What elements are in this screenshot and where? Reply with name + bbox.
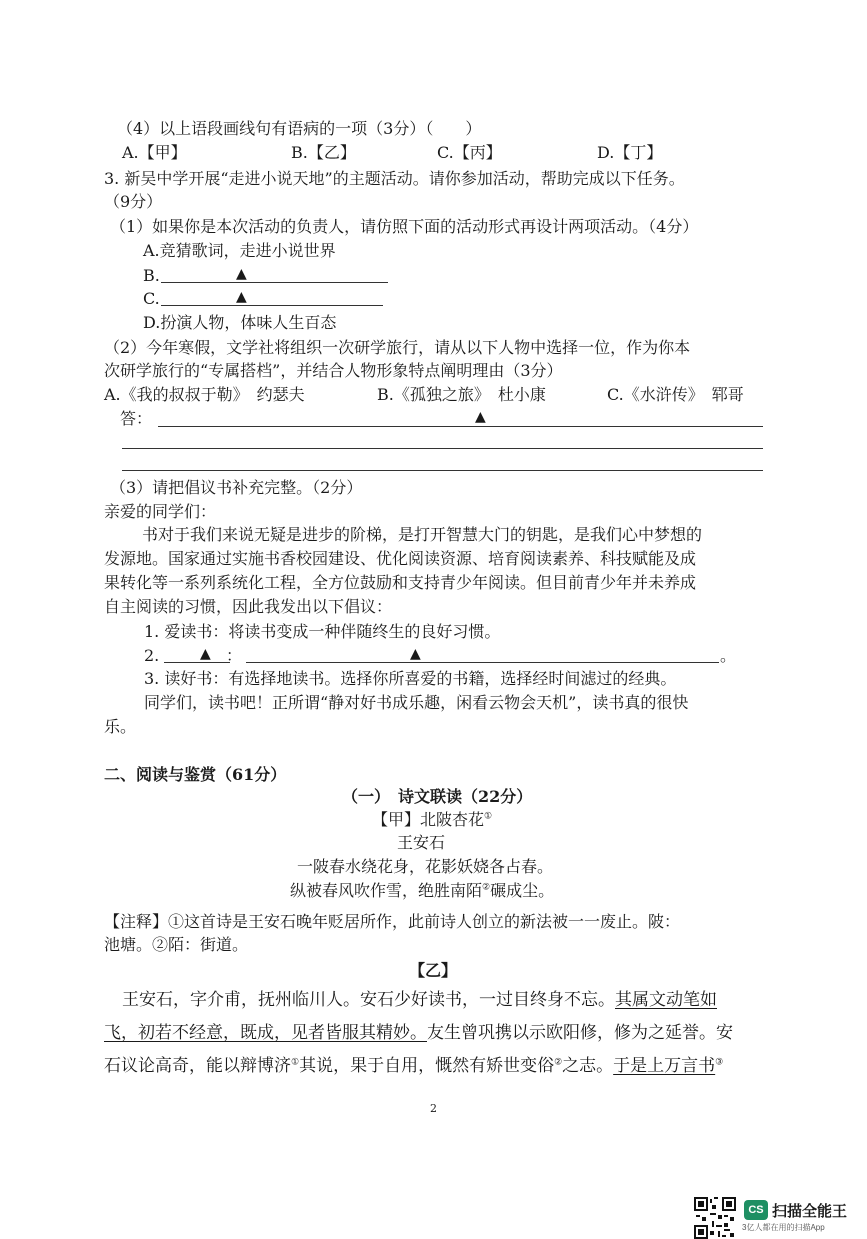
footnote-marker: ① xyxy=(291,1057,300,1068)
poem-line-1: 一陂春水绕花身，花影妖娆各占春。 xyxy=(297,857,554,876)
prose-plain-text: 石议论高奇，能以辩博济 xyxy=(104,1056,291,1076)
q4-option-a: A.【甲】 xyxy=(122,143,187,162)
answer-line[interactable] xyxy=(122,448,763,449)
poem-title xyxy=(372,810,492,830)
q3-3-stem: （3）请把倡议书补充完整。（2分） xyxy=(110,478,363,497)
poem-line-2 xyxy=(290,881,554,901)
answer-blank-mark: ▲ xyxy=(200,646,211,662)
answer-line[interactable] xyxy=(122,470,763,471)
q3-1-option-a: A.竞猜歌词，走进小说世界 xyxy=(143,241,336,260)
q3-2-stem-line1: （2）今年寒假，文学社将组织一次研学旅行，请从以下人物中选择一位，作为你本 xyxy=(104,338,691,357)
answer-blank-mark: ▲ xyxy=(475,409,486,425)
footnote-marker: ② xyxy=(554,1057,563,1068)
proposal-item-2-prefix: 2. xyxy=(144,646,160,665)
proposal-paragraph-line: 自主阅读的习惯，因此我发出以下倡议： xyxy=(104,597,393,616)
q3-2-stem-line2: 次研学旅行的“专属搭档”，并结合人物形象特点阐明理由（3分） xyxy=(104,361,563,380)
proposal-greeting: 亲爱的同学们： xyxy=(104,502,217,521)
prose-line-1 xyxy=(122,990,717,1010)
answer-blank-line[interactable] xyxy=(161,282,388,283)
prose-plain-text: 之志。 xyxy=(562,1056,614,1076)
proposal-paragraph-line: 发源地。国家通过实施书香校园建设、优化阅读资源、培育阅读素养、科技赋能及成 xyxy=(104,549,697,568)
section-heading: 二、阅读与鉴赏（61分） xyxy=(104,765,287,784)
prose-plain-text: 其说，果于自用，慨然有矫世变俗 xyxy=(299,1056,555,1076)
qr-code-icon xyxy=(694,1197,736,1239)
proposal-item-2-end: 。 xyxy=(720,646,737,665)
proposal-item-3: 3. 读好书：有选择地读书。选择你所喜爱的书籍，选择经时间滤过的经典。 xyxy=(144,669,677,688)
prose-underlined-text: 于是上万言书 xyxy=(613,1056,716,1076)
answer-blank-mark: ▲ xyxy=(236,266,247,282)
q3-2-option-a: A.《我的叔叔于勒》 约瑟夫 xyxy=(104,385,305,404)
annotation-line-2: 池塘。②陌：街道。 xyxy=(104,935,249,954)
q4-stem: （4）以上语段画线句有语病的一项（3分）（ ） xyxy=(117,119,482,138)
proposal-closing-line1: 同学们，读书吧！正所谓“静对好书成乐趣，闲看云物会天机”，读书真的很快 xyxy=(144,693,689,712)
poem-line-2-b: 碾成尘。 xyxy=(490,881,555,900)
prose-underlined-text: 其属文动笔如 xyxy=(615,990,717,1010)
q3-2-option-c: C.《水浒传》 郓哥 xyxy=(607,385,744,404)
q4-option-b: B.【乙】 xyxy=(291,143,356,162)
footnote-marker: ② xyxy=(482,882,491,893)
q3-1-option-d: D.扮演人物，体味人生百态 xyxy=(143,313,337,332)
q3-1-stem: （1）如果你是本次活动的负责人，请仿照下面的活动形式再设计两项活动。（4分） xyxy=(110,217,699,236)
answer-blank-mark: ▲ xyxy=(410,646,421,662)
prose-plain-text: 友生曾巩携以示欧阳修，修为之延誉。安 xyxy=(427,1023,733,1043)
prose-title: 【乙】 xyxy=(409,961,458,980)
q3-2-option-b: B.《孤独之旅》 杜小康 xyxy=(377,385,546,404)
poem-title-text: 【甲】北陂杏花 xyxy=(372,810,485,829)
q3-1-b-prefix: B. xyxy=(143,266,160,285)
footnote-marker: ③ xyxy=(715,1057,724,1068)
prose-line-2 xyxy=(104,1023,733,1043)
q3-2-answer-label: 答： xyxy=(120,409,153,428)
annotation-line-1: 【注释】①这首诗是王安石晚年贬居所作，此前诗人创立的新法被一一废止。陂： xyxy=(104,912,681,931)
proposal-item-1: 1. 爱读书：将读书变成一种伴随终生的良好习惯。 xyxy=(144,622,501,641)
answer-blank-line[interactable] xyxy=(164,662,230,663)
answer-blank-mark: ▲ xyxy=(236,289,247,305)
part-title: （一） 诗文联读（22分） xyxy=(342,787,533,806)
proposal-item-2-colon: ： xyxy=(226,646,243,665)
poem-author: 王安石 xyxy=(397,833,446,852)
answer-blank-line[interactable] xyxy=(161,305,383,306)
proposal-closing-line2: 乐。 xyxy=(104,717,137,736)
q3-1-c-prefix: C. xyxy=(143,289,160,308)
footnote-marker: ① xyxy=(484,811,493,822)
answer-line[interactable] xyxy=(158,426,763,427)
q3-stem-line1: 3. 新吴中学开展“走进小说天地”的主题活动。请你参加活动，帮助完成以下任务。 xyxy=(104,169,685,188)
app-name: 扫描全能王 xyxy=(772,1203,848,1220)
q4-option-d: D.【丁】 xyxy=(597,143,663,162)
proposal-paragraph-line: 果转化等一系列系统化工程，全方位鼓励和支持青少年阅读。但目前青少年并未养成 xyxy=(104,573,697,592)
proposal-paragraph-line: 书对于我们来说无疑是进步的阶梯，是打开智慧大门的钥匙，是我们心中梦想的 xyxy=(142,525,703,544)
prose-plain-text: 王安石，字介甫，抚州临川人。安石少好读书，一过目终身不忘。 xyxy=(122,990,615,1010)
poem-line-2-a: 纵被春风吹作雪，绝胜南陌 xyxy=(290,881,483,900)
cs-logo-icon: CS xyxy=(744,1200,768,1220)
answer-blank-line[interactable] xyxy=(246,662,719,663)
prose-line-3 xyxy=(104,1056,723,1076)
q4-option-c: C.【丙】 xyxy=(437,143,502,162)
app-tagline: 3亿人都在用的扫描App xyxy=(742,1223,825,1232)
page-number: 2 xyxy=(430,1102,437,1115)
prose-underlined-text: 飞，初若不经意，既成，见者皆服其精妙。 xyxy=(104,1023,427,1043)
q3-stem-line2: （9分） xyxy=(104,192,163,211)
